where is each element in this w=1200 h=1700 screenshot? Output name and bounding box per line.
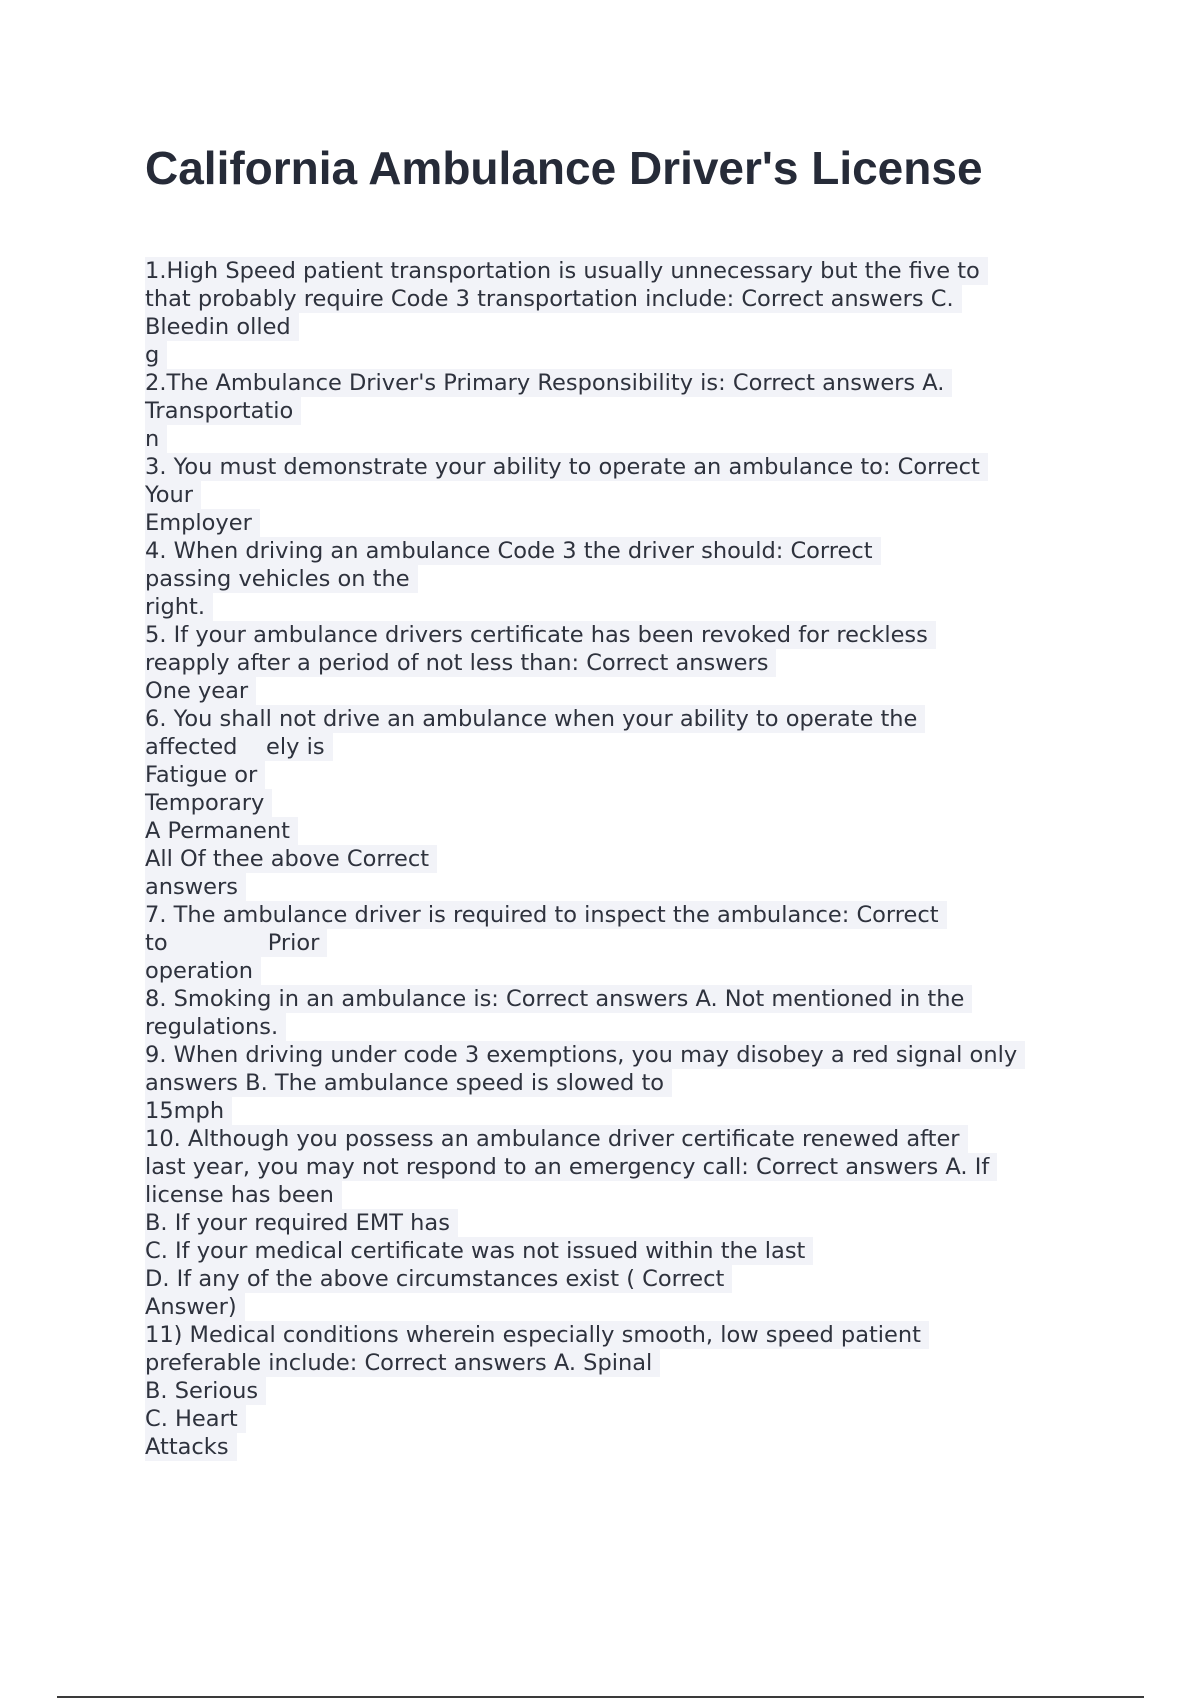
text-line: 11) Medical conditions wherein especially smooth, low speed patient (145, 1321, 1095, 1349)
text-line: reapply after a period of not less than: Correct answers (145, 649, 1095, 677)
text-line: Temporary (145, 789, 1095, 817)
question-list (145, 257, 1095, 1461)
page-bottom-rule (57, 1696, 1144, 1698)
text-line: C. Heart (145, 1405, 1095, 1433)
page-title: California Ambulance Driver's License (145, 142, 983, 194)
text-line: passing vehicles on the (145, 565, 1095, 593)
text-line: Attacks (145, 1433, 1095, 1461)
text-line: answers (145, 873, 1095, 901)
text-line: last year, you may not respond to an emergency call: Correct answers A. If (145, 1153, 1095, 1181)
text-line: D. If any of the above circumstances exist ( Correct (145, 1265, 1095, 1293)
text-line: operation (145, 957, 1095, 985)
text-line: 8. Smoking in an ambulance is: Correct answers A. Not mentioned in the (145, 985, 1095, 1013)
text-line: answers B. The ambulance speed is slowed to (145, 1069, 1095, 1097)
text-line: that probably require Code 3 transportation include: Correct answers C. (145, 285, 1095, 313)
text-line: 7. The ambulance driver is required to inspect the ambulance: Correct (145, 901, 1095, 929)
text-line: 10. Although you possess an ambulance driver certificate renewed after (145, 1125, 1095, 1153)
text-line: B. Serious (145, 1377, 1095, 1405)
text-line: 4. When driving an ambulance Code 3 the driver should: Correct (145, 537, 1095, 565)
text-line: A Permanent (145, 817, 1095, 845)
text-line: regulations. (145, 1013, 1095, 1041)
text-line: Your (145, 481, 1095, 509)
text-line: Transportatio (145, 397, 1095, 425)
text-line: n (145, 425, 1095, 453)
text-line: Fatigue or (145, 761, 1095, 789)
text-line: B. If your required EMT has (145, 1209, 1095, 1237)
text-line: preferable include: Correct answers A. Spinal (145, 1349, 1095, 1377)
text-line: 9. When driving under code 3 exemptions, you may disobey a red signal only (145, 1041, 1095, 1069)
text-line: 6. You shall not drive an ambulance when your ability to operate the (145, 705, 1095, 733)
text-line: affected ely is (145, 733, 1095, 761)
text-line: Answer) (145, 1293, 1095, 1321)
text-line: to Prior (145, 929, 1095, 957)
text-line: C. If your medical certificate was not issued within the last (145, 1237, 1095, 1265)
text-line: 2.The Ambulance Driver's Primary Responsibility is: Correct answers A. (145, 369, 1095, 397)
text-line: right. (145, 593, 1095, 621)
text-line: All Of thee above Correct (145, 845, 1095, 873)
text-line: 5. If your ambulance drivers certificate has been revoked for reckless (145, 621, 1095, 649)
text-line: g (145, 341, 1095, 369)
text-line: One year (145, 677, 1095, 705)
text-line: Bleedin olled (145, 313, 1095, 341)
text-line: license has been (145, 1181, 1095, 1209)
text-line: Employer (145, 509, 1095, 537)
text-line: 1.High Speed patient transportation is usually unnecessary but the five to (145, 257, 1095, 285)
text-line: 15mph (145, 1097, 1095, 1125)
text-line: 3. You must demonstrate your ability to operate an ambulance to: Correct (145, 453, 1095, 481)
